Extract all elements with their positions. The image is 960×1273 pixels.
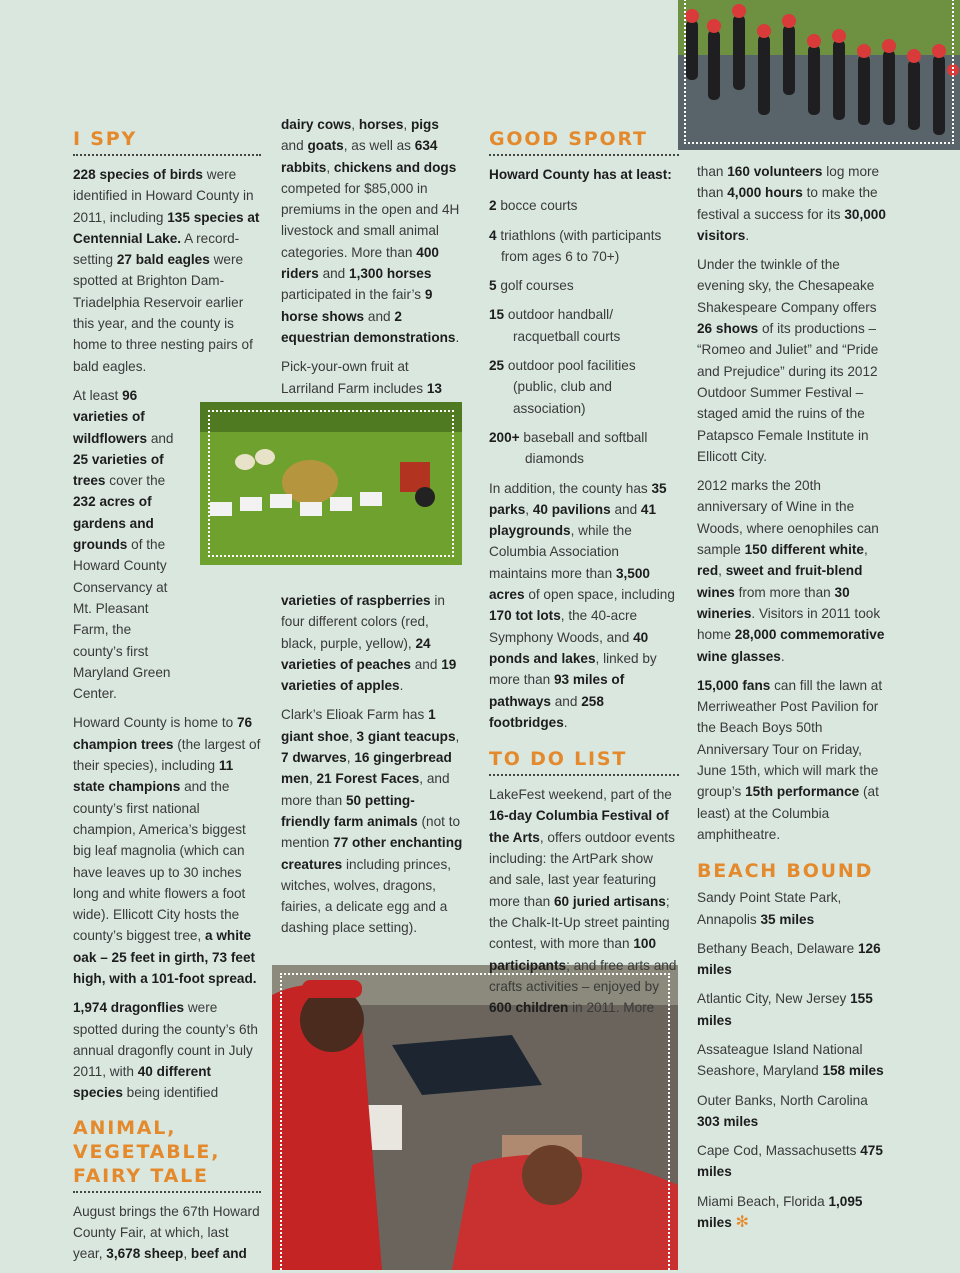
list-item: 15 outdoor handball/ racquetball courts xyxy=(489,307,621,344)
good-sport-intro: Howard County has at least: xyxy=(489,167,672,182)
column-4 xyxy=(697,161,889,1241)
end-mark-icon: ✻ xyxy=(735,1214,749,1232)
list-item: Miami Beach, Florida 1,095 miles ✻ xyxy=(697,1193,863,1232)
clarks-farm-paragraph: Clark’s Elioak Farm has 1 giant shoe, 3 giant teacups, 7 dwarves, 16 gingerbread men, 21 Forest Faces, and more than 50 petting-friendly farm animals (not to mention 77 other enchanting creatures including princes, witches, wolves, dragons, fairies, a delicate egg and a dashing place setting). xyxy=(281,707,463,936)
list-item: Assateague Island National Seashore, Maryland 158 miles xyxy=(697,1041,884,1079)
county-fair-paragraph-start: August brings the 67th Howard County Fair, at which, last year, 3,678 sheep, beef and xyxy=(73,1203,260,1262)
column-1 xyxy=(73,127,261,1273)
lakefest-paragraph: LakeFest weekend, part of the 16-day Columbia Festival of the Arts, offers outdoor events including: the ArtPark show and sale, last year featuring more than 60 juried artisans; the Chalk-It-Up street painting contest, with more than 100 participants; and free arts and crafts activities – enjoyed by 600 children in 2011. More xyxy=(489,787,677,1016)
sports-facilities-list xyxy=(489,195,679,469)
list-item: 4 triathlons (with participants from ages 6 to 70+) xyxy=(489,227,662,264)
list-item: Atlantic City, New Jersey 155 miles xyxy=(697,991,873,1028)
list-item: 25 outdoor pool facilities (public, club and association) xyxy=(489,358,636,416)
list-item: Bethany Beach, Delaware 126 miles xyxy=(697,940,881,978)
list-item: 200+ baseball and softball diamonds xyxy=(489,429,648,467)
i-spy-heading: I SPY xyxy=(73,127,261,156)
column-2-lower xyxy=(281,590,463,947)
animal-heading: ANIMAL, VEGETABLE, FAIRY TALE xyxy=(73,1116,261,1193)
list-item: 2 bocce courts xyxy=(489,198,578,214)
larriland-paragraph-start: Pick-your-own fruit at Larriland Farm includes 13 xyxy=(281,359,442,396)
column-2 xyxy=(281,114,463,407)
beach-bound-heading: BEACH BOUND xyxy=(697,860,874,883)
list-item: Outer Banks, North Carolina 303 miles xyxy=(697,1092,868,1129)
dragonflies-paragraph: 1,974 dragonflies were spotted during the county’s 6th annual dragonfly count in July 2011, with 40 different species being identified xyxy=(73,1000,258,1101)
wine-paragraph: 2012 marks the 20th anniversary of Wine in the Woods, where oenophiles can sample 150 different white, red, sweet and fruit-blend wines from more than 30 wineries. Visitors in 2011 took home 28,000 commemorative wine glasses. xyxy=(697,478,885,664)
volunteers-paragraph: than 160 volunteers log more than 4,000 hours to make the festival a success for its 30,000 visitors. xyxy=(697,164,886,243)
county-fair-paragraph-cont: dairy cows, horses, pigs and goats, as well as 634 rabbits, chickens and dogs competed for $85,000 in premiums in the open and 4H livestock and small animal categories. More than 400 riders and 1,300 horses participated in the fair’s 9 horse shows and 2 equestrian demonstrations. xyxy=(281,117,460,345)
list-item: Cape Cod, Massachusetts 475 miles xyxy=(697,1143,883,1180)
wildflowers-paragraph: At least 96 varieties of wildflowers and 25 varieties of trees cover the 232 acres of gardens and grounds of the Howard County Conservancy at Mt. Pleasant Farm, the county’s first Maryland Green Center. xyxy=(73,387,174,702)
parks-paragraph: In addition, the county has 35 parks, 40 pavilions and 41 playgrounds, while the Columbia Association maintains more than 3,500 acres of open space, including 170 tot lots, the 40-acre Symphony Woods, and 40 ponds and lakes, linked by more than 93 miles of pathways and 258 footbridges. xyxy=(489,480,675,730)
beach-distances-list xyxy=(697,887,889,1233)
shakespeare-paragraph: Under the twinkle of the evening sky, the Chesapeake Shakespeare Company offers 26 shows of its productions – “Romeo and Juliet” and “Pride and Prejudice” during its 2012 Outdoor Summer Festival – staged amid the ruins of the Patapsco Female Institute in Ellicott City. xyxy=(697,257,879,464)
column-3 xyxy=(489,127,679,1026)
birds-paragraph: 228 species of birds were identified in Howard County in 2011, including 135 species at Centennial Lake. A record-setting 27 bald eagles were spotted at Brighton Dam-Triadelphia Reservoir earlier this year, and the county is home to three nesting pairs of bald eagles. xyxy=(73,167,260,374)
good-sport-heading: GOOD SPORT xyxy=(489,127,679,156)
list-item: Sandy Point State Park, Annapolis 35 miles xyxy=(697,890,842,927)
to-do-heading: TO DO LIST xyxy=(489,747,679,776)
larriland-paragraph-cont: varieties of raspberries in four different colors (red, black, purple, yellow), 24 varieties of peaches and 19 varieties of apples. xyxy=(281,593,457,694)
list-item: 5 golf courses xyxy=(489,278,574,294)
birds-count: 228 species of birds xyxy=(73,167,203,182)
beach-boys-paragraph: 15,000 fans can fill the lawn at Merriweather Post Pavilion for the Beach Boys 50th Anniversary Tour on Friday, June 15th, which will mark the group’s 15th performance (at least) at the Columbia amphitheatre. xyxy=(697,677,883,842)
swimmers-photo xyxy=(678,0,960,150)
champion-trees-paragraph: Howard County is home to 76 champion trees (the largest of their species), including 11 state champions and the county’s first national champion, America’s biggest big leaf magnolia (which can have leaves up to 30 inches long and white flowers a foot wide). Ellicott City hosts the county’s biggest tree, a white oak – 25 feet in girth, 73 feet high, with a 101-foot spread. xyxy=(73,715,261,986)
